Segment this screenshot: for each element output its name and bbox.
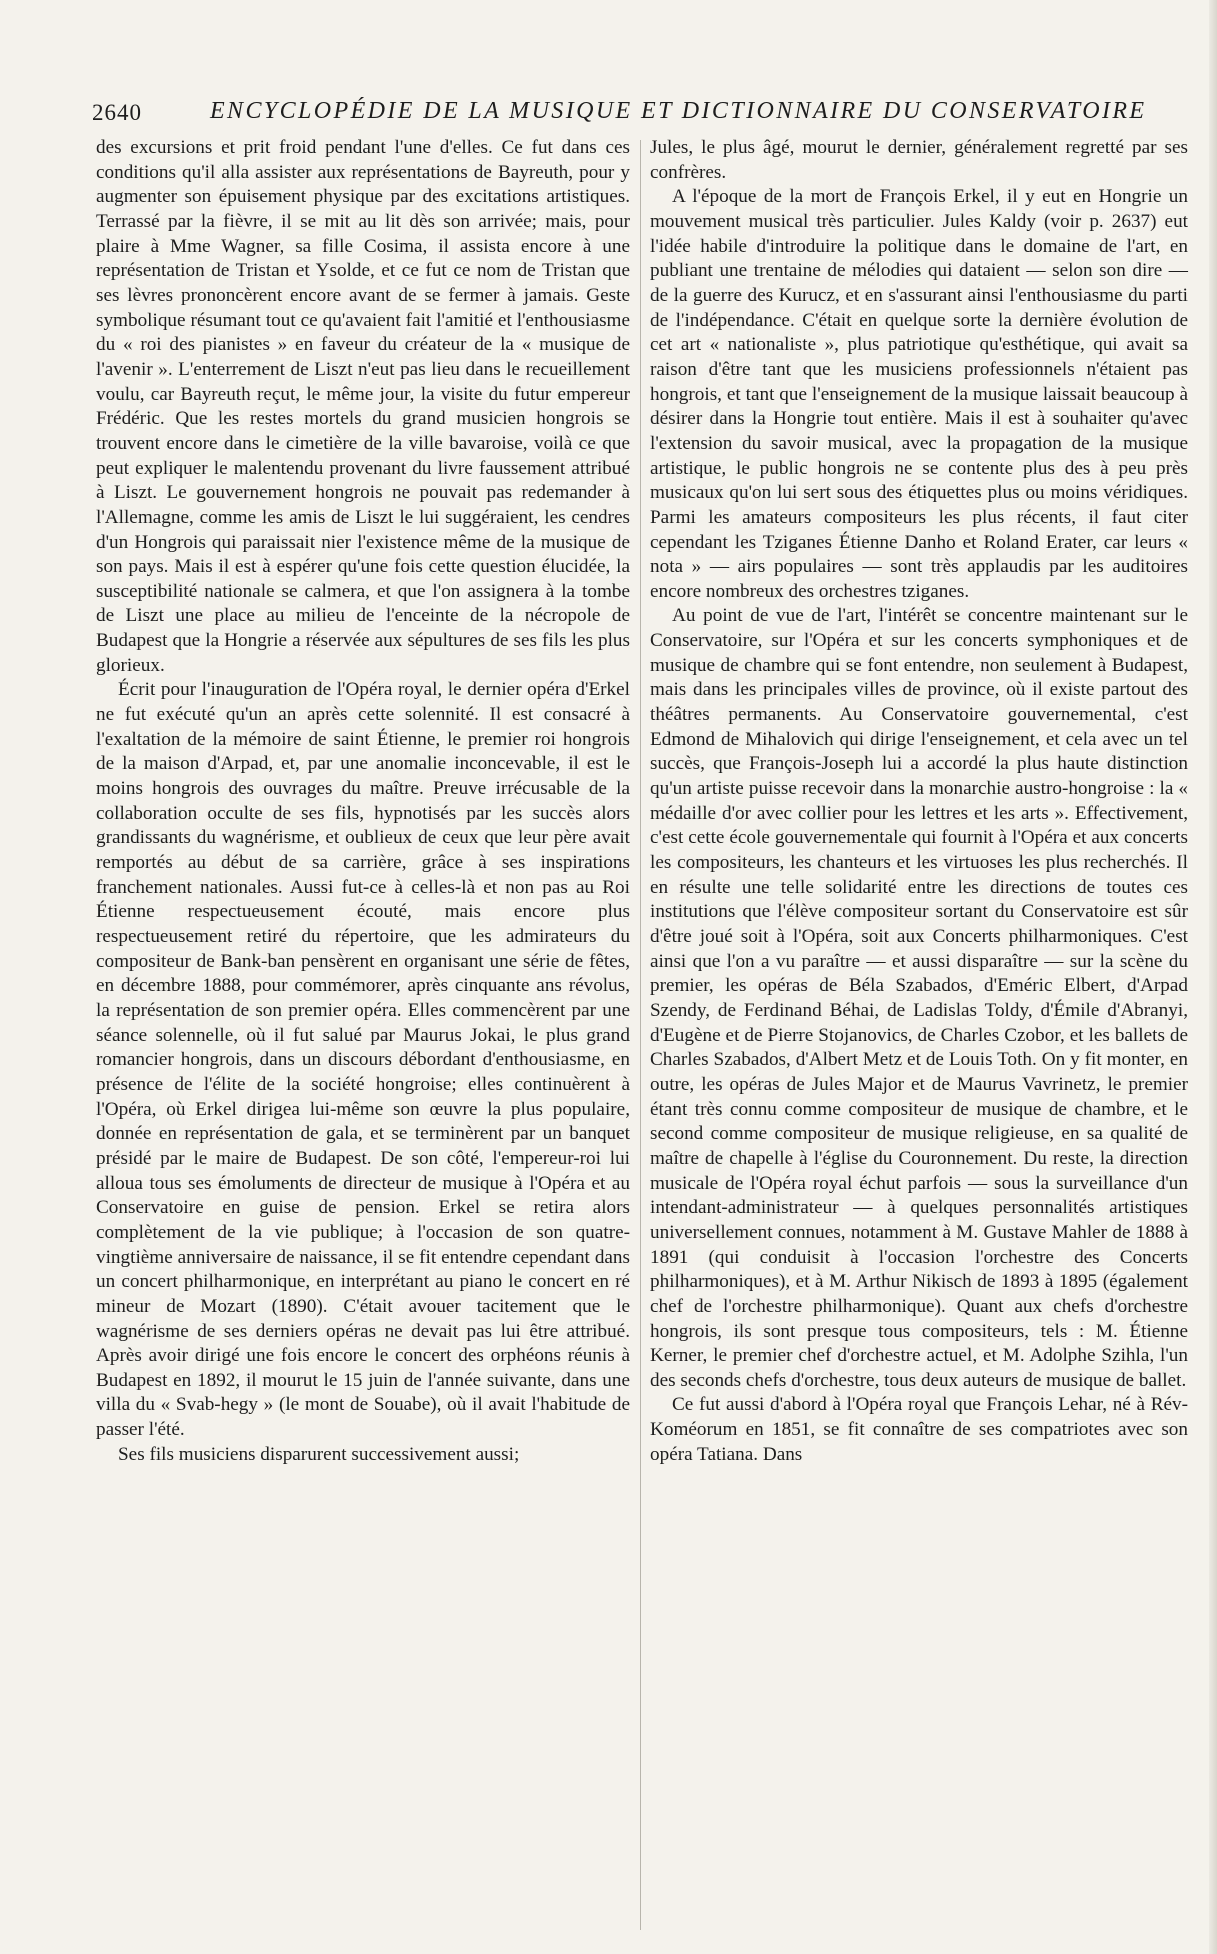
paragraph: Au point de vue de l'art, l'intérêt se concentre maintenant sur le Conservatoire, sur l'Opéra et sur les concerts symphoniques et de musique de chambre qui se font entendre, non seulement à Budapest, mais dans les principales villes de province, où il existe partout des théâtres permanents. Au Conservatoire gouvernemental, c'est Edmond de Mihalovich qui dirige l'enseignement, et cela avec un tel succès, que François-Joseph lui a accordé la plus haute distinction qu'un artiste puisse recevoir dans la monarchie austro-hongroise : la « médaille d'or avec collier pour les lettres et les arts ». Effectivement, c'est cette école gouvernementale qui fournit à l'Opéra et aux concerts les compositeurs, les chanteurs et les virtuoses les plus recherchés. Il en résulte une telle solidarité entre les directions de toutes ces institutions que l'élève compositeur sortant du Conservatoire est sûr d'être joué soit à l'Opéra, soit aux Concerts philharmoniques. C'est ainsi que l'on a vu paraître — et aussi disparaître — sur la scène du premier, les opéras de Béla Szabados, d'Eméric Elbert, d'Arpad Szendy, de Ferdinand Béhai, de Ladislas Toldy, d'Émile d'Abranyi, d'Eugène et de Pierre Stojanovics, de Charles Czobor, et les ballets de Charles Szabados, d'Albert Metz et de Louis Toth. On y fit monter, en outre, les opéras de Jules Major et de Maurus Vavrinetz, le premier étant très connu comme compositeur de musique de chambre, et le second comme compositeur de musique religieuse, en sa qualité de maître de chapelle à l'église du Couronnement. Du reste, la direction musicale de l'Opéra royal échut parfois — sous la surveillance d'un intendant-administrateur — à quelques personnalités artistiques universellement connues, notamment à M. Gustave Mahler de 1888 à 1891 (qui conduisit à l'occasion l'orchestre des Concerts philharmoniques), et à M. Arthur Nikisch de 1893 à 1895 (également chef de l'orchestre philharmonique). Quant aux chefs d'orchestre hongrois, ils sont presque tous compositeurs, tels : M. Étienne Kerner, le premier chef d'orchestre actuel, et M. Adolphe Szihla, l'un des seconds chefs d'orchestre, tous deux auteurs de musique de ballet. <box>650 605 1188 1391</box>
page-header <box>92 92 1182 132</box>
column-divider <box>640 140 641 1930</box>
paragraph: des excursions et prit froid pendant l'une d'elles. Ce fut dans ces conditions qu'il alla assister aux représentations de Bayreuth, pour y augmenter son épuisement physique par des excitations artistiques. Terrassé par la fièvre, il se mit au lit dès son arrivée; mais, pour plaire à Mme Wagner, sa fille Cosima, il assista encore à une représentation de Tristan et Ysolde, et ce fut ce nom de Tristan que ses lèvres prononcèrent encore avant de se fermer à jamais. Geste symbolique résumant tout ce qu'avaient fait l'amitié et l'enthousiasme du « roi des pianistes » en faveur du créateur de la « musique de l'avenir ». L'enterrement de Liszt n'eut pas lieu dans le recueillement voulu, car Bayreuth reçut, le même jour, la visite du futur empereur Frédéric. Que les restes mortels du grand musicien hongrois se trouvent encore dans le cimetière de la ville bavaroise, voilà ce que peut expliquer le malentendu provenant du livre faussement attribué à Liszt. Le gouvernement hongrois ne pouvait pas redemander à l'Allemagne, comme les amis de Liszt le lui suggéraient, les cendres d'un Hongrois qui paraissait nier l'existence même de la musique de son pays. Mais il est à espérer qu'une fois cette question élucidée, la susceptibilité nationale se calmera, et que l'on assignera à la tombe de Liszt une place au milieu de l'enceinte de la nécropole de Budapest que la Hongrie a réservée aux sépultures de ses fils les plus glorieux. <box>96 137 630 676</box>
left-column <box>96 136 630 1467</box>
paragraph: A l'époque de la mort de François Erkel, il y eut en Hongrie un mouvement musical très particulier. Jules Kaldy (voir p. 2637) eut l'idée habile d'introduire la politique dans le domaine de l'art, en publiant une trentaine de mélodies qui dataient — selon son dire — de la guerre des Kurucz, et en s'assurant ainsi l'enthousiasme du parti de l'indépendance. C'était en quelque sorte la dernière évolution de cet art « nationaliste », plus patriotique qu'esthétique, qui avait sa raison d'être tant que les musiciens professionnels n'étaient pas hongrois, et tant que l'enseignement de la musique laissait beaucoup à désirer dans la Hongrie tout entière. Mais il est à souhaiter qu'avec l'extension du savoir musical, avec la propagation de la musique artistique, le public hongrois ne se contente plus des à peu près musicaux qu'on lui sert sous des étiquettes plus ou moins véridiques. Parmi les amateurs compositeurs les plus récents, il faut citer cependant les Tziganes Étienne Danho et Roland Erater, car leurs « nota » — airs populaires — sont très applaudis par les auditoires encore nombreux des orchestres tziganes. <box>650 186 1188 602</box>
paragraph: Jules, le plus âgé, mourut le dernier, généralement regretté par ses confrères. <box>650 137 1188 183</box>
paragraph: Écrit pour l'inauguration de l'Opéra royal, le dernier opéra d'Erkel ne fut exécuté qu'un an après cette solennité. Il est consacré à l'exaltation de la mémoire de saint Étienne, le premier roi hongrois de la maison d'Arpad, et, par une anomalie inconcevable, il est le moins hongrois des ouvrages du maître. Preuve irrécusable de la collaboration occulte de ses fils, hypnotisés par les succès alors grandissants du wagnérisme, et oublieux de ceux que leur père avait remportés au début de sa carrière, grâce à ses inspirations franchement nationales. Aussi fut-ce à celles-là et non pas au Roi Étienne respectueusement écouté, mais encore plus respectueusement retiré du répertoire, que les admirateurs du compositeur de Bank-ban pensèrent en organisant une série de fêtes, en décembre 1888, pour commémorer, après cinquante ans révolus, la représentation de son premier opéra. Elles commencèrent par une séance solennelle, où il fut salué par Maurus Jokai, le plus grand romancier hongrois, dans un discours débordant d'enthousiasme, en présence de l'élite de la société hongroise; elles continuèrent à l'Opéra, où Erkel dirigea lui-même son œuvre la plus populaire, donnée en représentation de gala, et se terminèrent par un banquet présidé par le maire de Budapest. De son côté, l'empereur-roi lui alloua tous ses émoluments de directeur de musique à l'Opéra et au Conservatoire en guise de pension. Erkel se retira alors complètement de la vie publique; à l'occasion de son quatre-vingtième anniversaire de naissance, il se fit entendre cependant dans un concert philharmonique, en interprétant au piano le concert en ré mineur de Mozart (1890). C'était avouer tacitement que le wagnérisme de ses derniers opéras ne devait pas lui être attribué. Après avoir dirigé une fois encore le concert des orphéons réunis à Budapest en 1892, il mourut le 15 juin de l'année suivante, dans une villa du « Svab-hegy » (le mont de Souabe), où il avait l'habitude de passer l'été. <box>96 679 630 1441</box>
right-column <box>650 136 1188 1467</box>
paragraph: Ses fils musiciens disparurent successivement aussi; <box>118 1443 520 1465</box>
running-title: ENCYCLOPÉDIE DE LA MUSIQUE ET DICTIONNAIRE DU CONSERVATOIRE <box>210 98 1147 124</box>
page-number: 2640 <box>92 100 142 125</box>
page-edge-shadow <box>1209 0 1217 1954</box>
paragraph: Ce fut aussi d'abord à l'Opéra royal que François Lehar, né à Rév-Koméorum en 1851, se fit connaître de ses compatriotes avec son opéra Tatiana. Dans <box>650 1394 1188 1465</box>
